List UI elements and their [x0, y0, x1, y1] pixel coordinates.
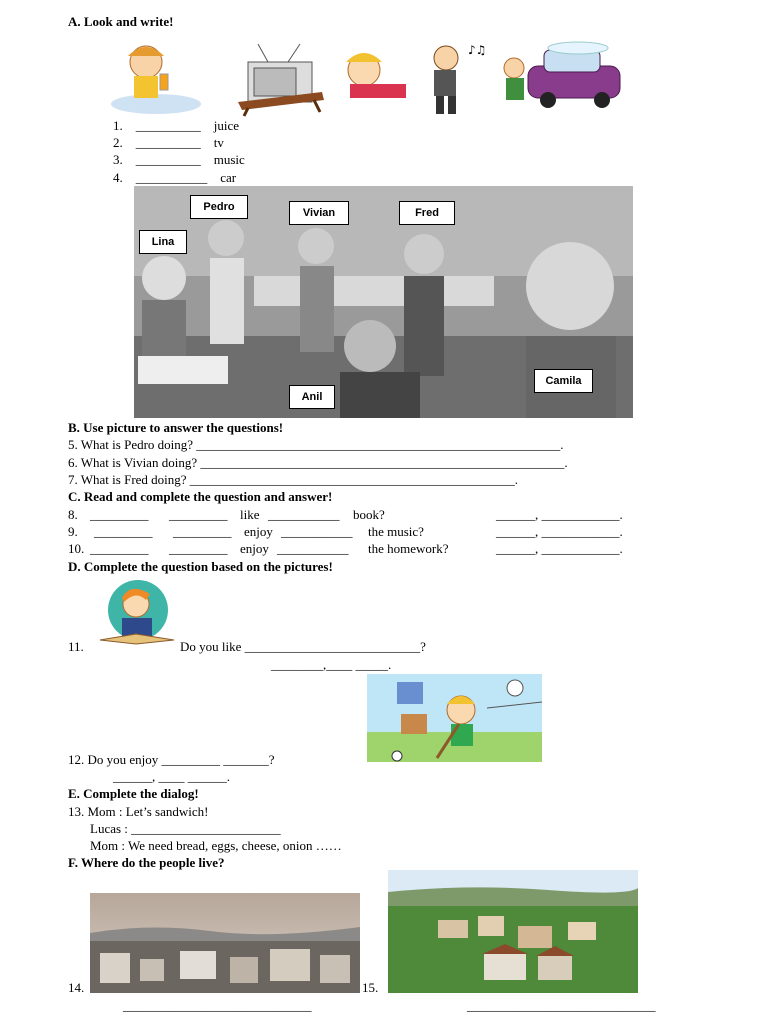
question-6[interactable]: 6. What is Vivian doing? ________________________________________________________.: [68, 455, 568, 470]
scene-label-pedro: Pedro: [190, 195, 248, 219]
city-photo-image: [90, 893, 360, 993]
girl-drinking-juice-image: [111, 46, 201, 114]
question-8-number: 8.: [68, 507, 78, 522]
section-a-item-1: 1. __________ juice: [113, 118, 240, 133]
section-a-item-2: 2. __________ tv: [113, 135, 224, 150]
question-12-text[interactable]: 12. Do you enjoy _________ _______?: [68, 752, 275, 767]
question-5[interactable]: 5. What is Pedro doing? ________________________________________________________.: [68, 437, 564, 452]
boy-sweeping-image: [367, 674, 542, 762]
question-10-end: the homework?: [368, 541, 449, 556]
question-9-number: 9.: [68, 524, 78, 539]
question-10-word: enjoy: [240, 541, 269, 556]
answer-blank[interactable]: __________: [135, 135, 201, 150]
scene-label-vivian: Vivian: [289, 201, 349, 225]
section-a-title: A. Look and write!: [68, 14, 174, 29]
question-10-number: 10.: [68, 541, 85, 556]
section-a-illustrations: [108, 40, 628, 118]
question-10-blank-c[interactable]: ___________: [277, 541, 349, 556]
section-a-item-3: 3. __________ music: [113, 152, 245, 167]
question-11-text[interactable]: Do you like ___________________________?: [180, 639, 426, 654]
question-9-blank-a[interactable]: _________: [94, 524, 153, 539]
section-f-title: F. Where do the people live?: [68, 855, 225, 870]
boy-with-book-image: [96, 580, 178, 646]
boy-reading-image: [346, 53, 406, 98]
answer-blank[interactable]: __________: [135, 118, 201, 133]
section-b-title: B. Use picture to answer the questions!: [68, 420, 284, 435]
village-photo-image: [388, 870, 638, 993]
question-12-answer[interactable]: ______, ____ ______.: [113, 769, 230, 784]
answer-15-blank[interactable]: _____________________________: [467, 998, 656, 1013]
question-14-number: 14.: [68, 980, 85, 995]
tv-image: [238, 44, 324, 116]
question-8-end: book?: [353, 507, 385, 522]
question-9-word: enjoy: [244, 524, 273, 539]
section-c-title: C. Read and complete the question and answer!: [68, 489, 333, 504]
section-e-title: E. Complete the dialog!: [68, 786, 199, 801]
question-7[interactable]: 7. What is Fred doing? __________________________________________________.: [68, 472, 519, 487]
question-10-blank-b[interactable]: _________: [169, 541, 228, 556]
question-9-blank-c[interactable]: ___________: [281, 524, 353, 539]
question-8-blank-a[interactable]: _________: [90, 507, 149, 522]
scene-label-anil: Anil: [289, 385, 335, 409]
question-8-answer[interactable]: ______, ____________.: [496, 507, 623, 522]
question-11-number: 11.: [68, 639, 84, 654]
section-a-item-4: 4. ___________ car: [113, 170, 237, 185]
answer-blank[interactable]: ___________: [135, 170, 208, 185]
question-8-word: like: [240, 507, 260, 522]
question-10-answer[interactable]: ______, ____________.: [496, 541, 623, 556]
girl-listening-music-image: [434, 43, 486, 114]
question-11-answer[interactable]: ________,____ _____.: [271, 657, 392, 672]
question-9-end: the music?: [368, 524, 424, 539]
answer-14-blank[interactable]: _____________________________: [123, 998, 312, 1013]
question-15-number: 15.: [362, 980, 379, 995]
dialog-line-1: 13. Mom : Let’s sandwich!: [68, 804, 209, 819]
section-d-title: D. Complete the question based on the pictures!: [68, 559, 333, 574]
question-8-blank-b[interactable]: _________: [169, 507, 228, 522]
boy-washing-car-image: [504, 42, 620, 108]
question-8-blank-c[interactable]: ___________: [268, 507, 340, 522]
answer-blank[interactable]: __________: [135, 152, 201, 167]
scene-label-lina: Lina: [139, 230, 187, 254]
dialog-line-3: Mom : We need bread, eggs, cheese, onion ……: [90, 838, 342, 853]
scene-label-fred: Fred: [399, 201, 455, 225]
question-10-blank-a[interactable]: _________: [90, 541, 149, 556]
scene-label-camila: Camila: [534, 369, 593, 393]
question-9-answer[interactable]: ______, ____________.: [496, 524, 623, 539]
question-9-blank-b[interactable]: _________: [173, 524, 232, 539]
svg-text:♪♫: ♪♫: [468, 43, 487, 57]
dialog-line-2[interactable]: Lucas : _______________________: [90, 821, 281, 836]
